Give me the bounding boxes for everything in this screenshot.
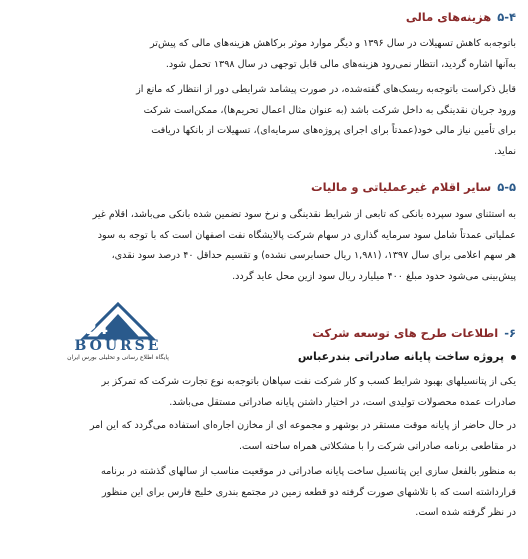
text-line: قابل ذکراست باتوجه‌به ریسک‌های گفته‌شده، در صورت پیشامد شرایطی دور از انتظار که مانع از	[136, 84, 516, 95]
text-line: باتوجه‌به کاهش تسهیلات در سال ۱۳۹۶ و دیگر موارد موثر برکاهش هزینه‌های مالی که پیش‌تر	[150, 38, 516, 49]
text-line: در مقاطعی برنامه صادراتی شرکت را با مشکلاتی همراه ساخته است.	[238, 440, 516, 452]
section-heading-6	[312, 326, 516, 340]
text-line: در حال حاضر از پایانه موقت مستقر در بوشهر و مجموعه ای از مخازن اجاره‌ای استفاده می‌گردد که این امر	[89, 420, 516, 431]
paragraph-project-2	[12, 416, 516, 457]
text-line: هر سهم اعلامی برای سال ۱۳۹۷، (۱,۹۸۱ ریال حسابرسی نشده) و تقسیم حداقل ۴۰ درصد سود نقدی،	[111, 250, 516, 261]
paragraph-financial-costs-1	[12, 34, 516, 75]
text-line: پیش‌بینی می‌شود حدود مبلغ ۴۰۰ میلیارد ریال سود ازین محل عاید گردد.	[232, 270, 516, 282]
text-line: نماید.	[494, 145, 516, 157]
section-heading-5-5	[311, 180, 516, 194]
text-line: به استثنای سود سپرده بانکی که تابعی از شرایط نقدینگی و نرخ سود تضمین شده بانکی می‌باشد، اقلام غیر	[92, 209, 516, 220]
section-title: اطلاعات طرح های توسعه شرکت	[312, 326, 499, 340]
text-line: صادرات عمده محصولات تولیدی است، در اختیار داشتن پایانه صادراتی مستقل می‌باشد.	[169, 396, 516, 408]
text-line: در نظر گرفته شده است.	[415, 507, 516, 518]
bullet-project-title	[298, 350, 516, 363]
text-line: قرارداشته است که با تلاشهای صورت گرفته دو قطعه زمین در مجتمع بندری خلیج فارس برای این منظور	[102, 486, 516, 498]
text-line: ورود جریان نقدینگی به داخل شرکت باشد (به عنوان مثال اعمال تحریم‌ها)، ممکن‌است شرکت	[143, 104, 516, 116]
section-heading-4-5	[406, 10, 516, 24]
section-number: ۵-۴	[497, 10, 516, 24]
section-number: ۶-	[504, 326, 516, 340]
logo-wordmark: BOURSE	[74, 338, 162, 354]
paragraph-financial-costs-2	[12, 80, 516, 162]
text-line: یکی از پتانسیلهای بهبود شرایط کسب و کار شرکت نفت سپاهان باتوجه‌به نوع تجارت شرکت که تمرکز بر	[101, 376, 516, 387]
bourse-logo	[48, 300, 188, 360]
project-title: پروژه ساخت پایانه صادراتی بندرعباس	[297, 350, 504, 363]
text-line: به منظور بالفعل سازی این پتانسیل ساخت پایانه صادراتی در موقعیت مناسب از سالهای گذشته در برنامه	[100, 466, 516, 477]
svg-text:24: 24	[85, 319, 108, 338]
section-title: هزینه‌های مالی	[405, 10, 492, 24]
paragraph-project-1	[12, 372, 516, 413]
section-number: ۵-۵	[497, 180, 516, 194]
text-line: برای تأمین نیاز مالی خود(عمدتاً برای اجرای پروژه‌های سرمایه‌ای)، تسهیلات از بانکها دریافت	[151, 125, 516, 136]
text-line: به‌آنها اشاره گردید، انتظار نمی‌رود هزینه‌های مالی قابل توجهی در سال ۱۳۹۸ تحمل شود.	[165, 58, 516, 70]
bourse-logo-mark	[48, 300, 188, 340]
section-title: سایر اقلام غیرعملیاتی و مالیات	[311, 180, 492, 194]
paragraph-project-3	[12, 462, 516, 524]
paragraph-non-operating-items	[12, 205, 516, 287]
logo-tagline: پایگاه اطلاع رسانی و تحلیلی بورس ایران	[67, 354, 169, 361]
bullet-dot-icon	[511, 355, 516, 360]
text-line: عملیاتی عمدتاً شامل سود سرمایه گذاری در سهام شرکت پالایشگاه نفت اصفهان است که با توجه به سود	[97, 229, 516, 241]
